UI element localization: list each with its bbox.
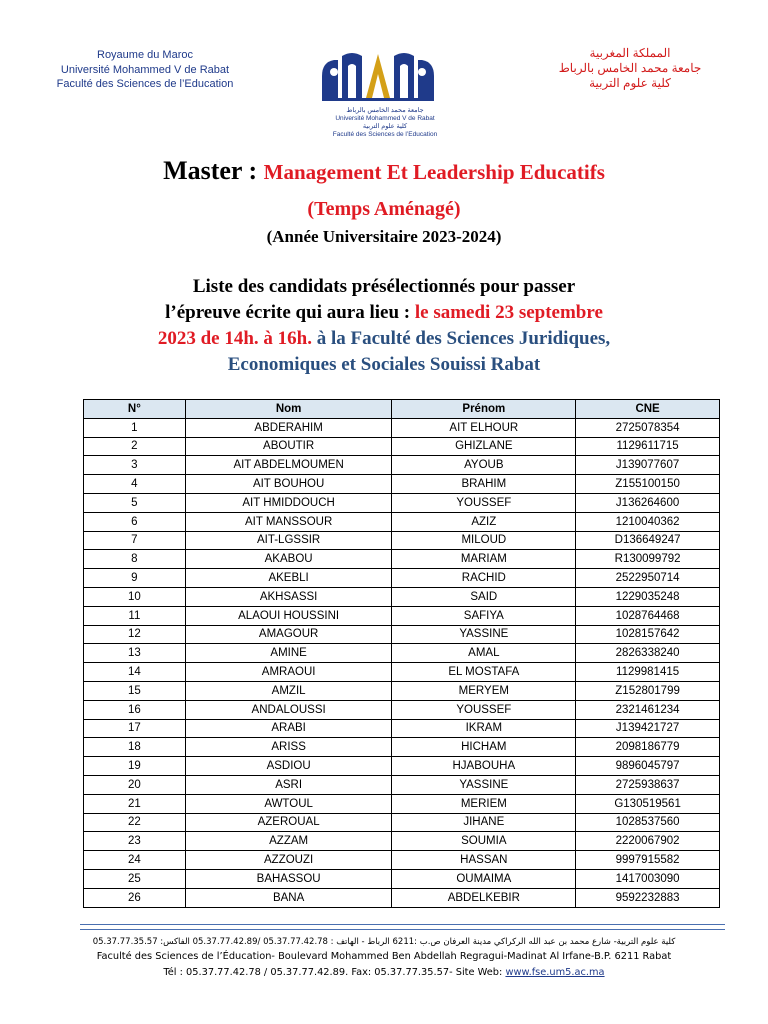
cell-last-name: AKEBLI bbox=[185, 569, 392, 588]
table-row bbox=[84, 663, 720, 682]
cell-last-name: AMZIL bbox=[185, 681, 392, 700]
table-row bbox=[84, 550, 720, 569]
cell-number: 2 bbox=[84, 437, 186, 456]
cell-last-name: AMAGOUR bbox=[185, 625, 392, 644]
cell-first-name: OUMAIMA bbox=[392, 869, 576, 888]
cell-first-name: AIT ELHOUR bbox=[392, 418, 576, 437]
cell-cne: G130519561 bbox=[576, 794, 720, 813]
cell-cne: 2220067902 bbox=[576, 832, 720, 851]
cell-number: 8 bbox=[84, 550, 186, 569]
cell-number: 15 bbox=[84, 681, 186, 700]
cell-first-name: MERIEM bbox=[392, 794, 576, 813]
header-left-block bbox=[30, 48, 260, 92]
cell-last-name: AIT BOUHOU bbox=[185, 475, 392, 494]
footer-contact bbox=[0, 966, 768, 980]
table-row bbox=[84, 475, 720, 494]
university-logo bbox=[318, 46, 452, 136]
cell-number: 10 bbox=[84, 587, 186, 606]
program-name: Management Et Leadership Educatifs bbox=[263, 160, 605, 184]
cell-cne: 2826338240 bbox=[576, 644, 720, 663]
cell-cne: 9997915582 bbox=[576, 851, 720, 870]
cell-first-name: GHIZLANE bbox=[392, 437, 576, 456]
table-row bbox=[84, 832, 720, 851]
announcement-date: le samedi 23 septembre bbox=[414, 302, 603, 323]
cell-last-name: ARISS bbox=[185, 738, 392, 757]
cell-last-name: AZZOUZI bbox=[185, 851, 392, 870]
table-row bbox=[84, 493, 720, 512]
cell-number: 14 bbox=[84, 663, 186, 682]
table-row bbox=[84, 644, 720, 663]
cell-first-name: MILOUD bbox=[392, 531, 576, 550]
table-row bbox=[84, 757, 720, 776]
announcement-line-3 bbox=[0, 326, 768, 352]
cell-cne: R130099792 bbox=[576, 550, 720, 569]
cell-last-name: ASRI bbox=[185, 775, 392, 794]
cell-first-name: SAID bbox=[392, 587, 576, 606]
cell-last-name: ARABI bbox=[185, 719, 392, 738]
table-row bbox=[84, 606, 720, 625]
cell-last-name: AIT HMIDDOUCH bbox=[185, 493, 392, 512]
cell-last-name: AMRAOUI bbox=[185, 663, 392, 682]
cell-cne: Z152801799 bbox=[576, 681, 720, 700]
table-row bbox=[84, 587, 720, 606]
cell-cne: 9592232883 bbox=[576, 888, 720, 907]
cell-first-name: HICHAM bbox=[392, 738, 576, 757]
col-header-number: N° bbox=[84, 400, 186, 419]
cell-last-name: AZZAM bbox=[185, 832, 392, 851]
cell-first-name: AMAL bbox=[392, 644, 576, 663]
cell-cne: D136649247 bbox=[576, 531, 720, 550]
cell-number: 16 bbox=[84, 700, 186, 719]
table-row bbox=[84, 700, 720, 719]
cell-last-name: AKABOU bbox=[185, 550, 392, 569]
table-row bbox=[84, 888, 720, 907]
cell-last-name: AIT-LGSSIR bbox=[185, 531, 392, 550]
cell-first-name: IKRAM bbox=[392, 719, 576, 738]
cell-cne: 1028764468 bbox=[576, 606, 720, 625]
cell-last-name: ABDERAHIM bbox=[185, 418, 392, 437]
cell-last-name: BANA bbox=[185, 888, 392, 907]
candidates-table bbox=[83, 399, 720, 908]
cell-cne: 2725078354 bbox=[576, 418, 720, 437]
logo-arabic-university: جامعة محمد الخامس بالرباط bbox=[346, 107, 424, 114]
cell-number: 17 bbox=[84, 719, 186, 738]
footer-address: Faculté des Sciences de l’Éducation- Boulevard Mohammed Ben Abdellah Regragui-Madinat Al Irfane-B.P. 6211 Rabat bbox=[96, 951, 672, 962]
cell-cne: 2522950714 bbox=[576, 569, 720, 588]
cell-cne: J139077607 bbox=[576, 456, 720, 475]
cell-first-name: EL MOSTAFA bbox=[392, 663, 576, 682]
table-row bbox=[84, 437, 720, 456]
table-row bbox=[84, 512, 720, 531]
header-right-block bbox=[520, 46, 740, 91]
footer-divider-bottom bbox=[80, 929, 725, 930]
cell-number: 13 bbox=[84, 644, 186, 663]
cell-number: 20 bbox=[84, 775, 186, 794]
announcement-text bbox=[0, 274, 768, 378]
cell-first-name: MERYEM bbox=[392, 681, 576, 700]
cell-last-name: ANDALOUSSI bbox=[185, 700, 392, 719]
table-header-row bbox=[84, 400, 720, 419]
cell-cne: 2098186779 bbox=[576, 738, 720, 757]
announcement-location-cont: Economiques et Sociales Souissi Rabat bbox=[227, 354, 541, 375]
cell-cne: 1028157642 bbox=[576, 625, 720, 644]
cell-number: 22 bbox=[84, 813, 186, 832]
cell-first-name: HJABOUHA bbox=[392, 757, 576, 776]
cell-first-name: RACHID bbox=[392, 569, 576, 588]
cell-cne: 1129611715 bbox=[576, 437, 720, 456]
header-faculty-ar: كلية علوم التربية bbox=[589, 76, 671, 90]
col-header-last-name: Nom bbox=[185, 400, 392, 419]
footer-divider-top bbox=[80, 924, 725, 925]
table-body bbox=[84, 418, 720, 907]
cell-number: 23 bbox=[84, 832, 186, 851]
table-row bbox=[84, 775, 720, 794]
col-header-first-name: Prénom bbox=[392, 400, 576, 419]
table-row bbox=[84, 719, 720, 738]
header-university: Université Mohammed V de Rabat bbox=[60, 63, 230, 76]
cell-cne: 2725938637 bbox=[576, 775, 720, 794]
cell-number: 4 bbox=[84, 475, 186, 494]
logo-arabic-faculty: كلية علوم التربية bbox=[362, 123, 408, 130]
cell-last-name: AIT ABDELMOUMEN bbox=[185, 456, 392, 475]
cell-number: 21 bbox=[84, 794, 186, 813]
cell-cne: 2321461234 bbox=[576, 700, 720, 719]
cell-cne: J139421727 bbox=[576, 719, 720, 738]
cell-cne: 1028537560 bbox=[576, 813, 720, 832]
cell-cne: 1129981415 bbox=[576, 663, 720, 682]
page-title bbox=[0, 156, 768, 186]
cell-first-name: YASSINE bbox=[392, 775, 576, 794]
cell-last-name: AIT MANSSOUR bbox=[185, 512, 392, 531]
cell-cne: 1210040362 bbox=[576, 512, 720, 531]
cell-last-name: AWTOUL bbox=[185, 794, 392, 813]
academic-year: (Année Universitaire 2023-2024) bbox=[266, 227, 502, 246]
logo-faculty-name: Faculté des Sciences de l’Education bbox=[332, 131, 438, 138]
announcement-time: 2023 de 14h. à 16h. bbox=[157, 328, 312, 349]
program-mode: (Temps Aménagé) bbox=[307, 198, 461, 220]
table-row bbox=[84, 418, 720, 437]
announcement-location: à la Faculté des Sciences Juridiques, bbox=[316, 328, 611, 349]
logo-emblem-icon bbox=[318, 46, 452, 102]
table-row bbox=[84, 569, 720, 588]
table-row bbox=[84, 625, 720, 644]
announcement-exam-label: l’épreuve écrite qui aura lieu : bbox=[165, 302, 411, 323]
cell-number: 5 bbox=[84, 493, 186, 512]
cell-first-name: AZIZ bbox=[392, 512, 576, 531]
table-row bbox=[84, 813, 720, 832]
table-row bbox=[84, 681, 720, 700]
header-faculty: Faculté des Sciences de l’Education bbox=[56, 78, 234, 90]
table-row bbox=[84, 738, 720, 757]
cell-first-name: SOUMIA bbox=[392, 832, 576, 851]
cell-number: 25 bbox=[84, 869, 186, 888]
cell-number: 6 bbox=[84, 512, 186, 531]
cell-first-name: MARIAM bbox=[392, 550, 576, 569]
table-row bbox=[84, 794, 720, 813]
cell-number: 12 bbox=[84, 625, 186, 644]
cell-last-name: ASDIOU bbox=[185, 757, 392, 776]
cell-number: 24 bbox=[84, 851, 186, 870]
cell-first-name: SAFIYA bbox=[392, 606, 576, 625]
cell-first-name: YOUSSEF bbox=[392, 700, 576, 719]
cell-number: 18 bbox=[84, 738, 186, 757]
cell-number: 7 bbox=[84, 531, 186, 550]
announcement-line-1: Liste des candidats présélectionnés pour passer bbox=[192, 276, 576, 297]
cell-number: 26 bbox=[84, 888, 186, 907]
cell-cne: J136264600 bbox=[576, 493, 720, 512]
cell-last-name: AZEROUAL bbox=[185, 813, 392, 832]
cell-first-name: AYOUB bbox=[392, 456, 576, 475]
cell-cne: 1417003090 bbox=[576, 869, 720, 888]
cell-number: 11 bbox=[84, 606, 186, 625]
announcement-line-2 bbox=[0, 300, 768, 326]
col-header-cne: CNE bbox=[576, 400, 720, 419]
cell-cne: 1229035248 bbox=[576, 587, 720, 606]
cell-last-name: AMINE bbox=[185, 644, 392, 663]
table-row bbox=[84, 869, 720, 888]
master-label: Master : bbox=[163, 156, 258, 185]
cell-first-name: YASSINE bbox=[392, 625, 576, 644]
cell-last-name: ABOUTIR bbox=[185, 437, 392, 456]
logo-university-name: Université Mohammed V de Rabat bbox=[335, 115, 435, 122]
header-university-ar: جامعة محمد الخامس بالرباط bbox=[558, 61, 702, 75]
footer-website-link[interactable]: www.fse.um5.ac.ma bbox=[505, 967, 605, 978]
cell-number: 1 bbox=[84, 418, 186, 437]
cell-last-name: AKHSASSI bbox=[185, 587, 392, 606]
table-row bbox=[84, 456, 720, 475]
cell-first-name: JIHANE bbox=[392, 813, 576, 832]
cell-first-name: ABDELKEBIR bbox=[392, 888, 576, 907]
cell-first-name: YOUSSEF bbox=[392, 493, 576, 512]
footer-arabic-address: كلية علوم التربية- شارع محمد بن عبد الله الركراكي مدينة العرفان ص.ب :6211 الرباط - الهاتف : 05.37.77.42.78 /05.37.77.42.89 الفاكس: 05.37.77.35.57 bbox=[92, 937, 676, 947]
cell-cne: 9896045797 bbox=[576, 757, 720, 776]
header-kingdom: Royaume du Maroc bbox=[97, 49, 193, 61]
cell-first-name: HASSAN bbox=[392, 851, 576, 870]
table-row bbox=[84, 531, 720, 550]
table-row bbox=[84, 851, 720, 870]
cell-last-name: BAHASSOU bbox=[185, 869, 392, 888]
header-kingdom-ar: المملكة المغربية bbox=[589, 46, 671, 60]
cell-cne: Z155100150 bbox=[576, 475, 720, 494]
cell-number: 3 bbox=[84, 456, 186, 475]
cell-number: 9 bbox=[84, 569, 186, 588]
cell-first-name: BRAHIM bbox=[392, 475, 576, 494]
cell-number: 19 bbox=[84, 757, 186, 776]
cell-last-name: ALAOUI HOUSSINI bbox=[185, 606, 392, 625]
footer-contact-text: Tél : 05.37.77.42.78 / 05.37.77.42.89. Fax: 05.37.77.35.57- Site Web: bbox=[163, 967, 503, 978]
